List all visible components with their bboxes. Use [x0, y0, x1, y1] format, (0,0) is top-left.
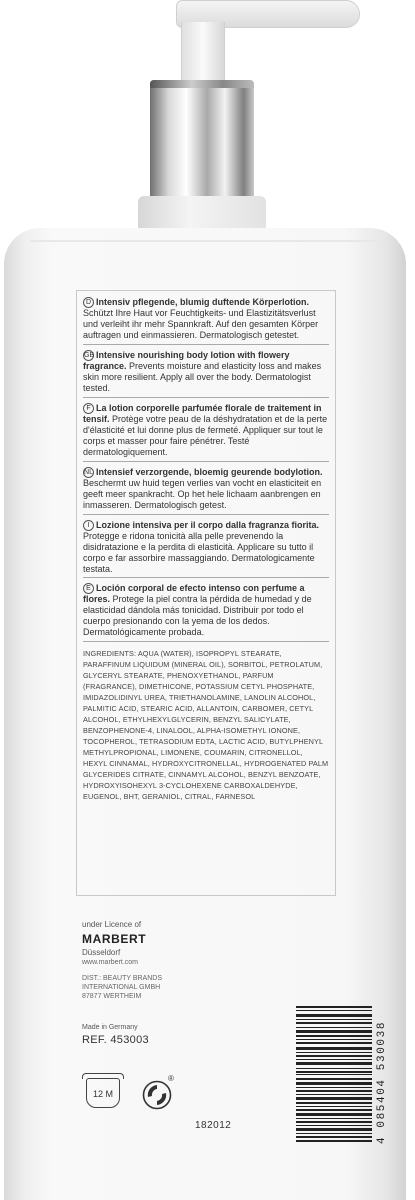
distributor-line: 87877 WERTHEIM	[82, 992, 142, 1000]
label-section-i	[83, 518, 329, 579]
batch-code: 182012	[195, 1120, 232, 1131]
open-jar-icon: 12 M	[86, 1078, 120, 1108]
green-dot-recycling-icon	[142, 1080, 172, 1110]
label-section-f	[83, 401, 329, 462]
distributor-line: INTERNATIONAL GMBH	[82, 983, 161, 991]
language-flag-icon: NL	[84, 468, 93, 476]
section-heading: Intensiv pflegende, blumig duftende Körperlotion.	[96, 297, 310, 307]
section-body: Prevents moisture and elasticity loss and makes skin more resilient. Apply all over the body. Dermatologist tested.	[83, 360, 322, 393]
brand-website: www.marbert.com	[82, 959, 139, 966]
section-heading: Lozione intensiva per il corpo dalla fragranza fiorita.	[96, 519, 320, 530]
label-section-nl	[83, 465, 329, 515]
section-heading: Loción corporal de efecto intenso con perfume a flores.	[83, 583, 305, 605]
distributor-address	[82, 975, 162, 1001]
distributor-line: DIST.: BEAUTY BRANDS	[82, 975, 163, 982]
product-label	[76, 290, 336, 896]
section-heading: Intensief verzorgende, bloemig geurende bodylotion.	[96, 466, 323, 477]
label-section-e	[83, 581, 329, 642]
ingredients-list: INGREDIENTS: AQUA (WATER), ISOPROPYL STEARATE, PARAFFINUM LIQUIDUM (MINERAL OIL), SORBITOL, PETROLATUM, GLYCERYL STEARATE, PHENOXYETHANOL, PARFUM (FRAGRANCE), DIMETHICONE, POTASSIUM CETYL PHOSPHATE, IMIDAZOLIDINYL UREA, TRIETHANOLAMINE, LANOLIN ALCOHOL, PALMITIC ACID, STEARIC ACID, ALLANTOIN, CARBOMER, CETYL ALCOHOL, ETHYLHEXYLGLYCERIN, BENZYL SALICYLATE, BENZOPHENONE-4, LINALOOL, ALPHA-ISOMETHYL IONONE, TOCOPHEROL, TETRASODIUM EDTA, LACTIC ACID, BUTYLPHENYL METHYLPROPIONAL, LIMONENE, COUMARIN, CITRONELLOL, HEXYL CINNAMAL, HYDROXYCITRONELLAL, HYDROGENATED PALM GLYCERIDES CITRATE, CINNAMYL ALCOHOL, BENZYL BENZOATE, HYDROXYISOHEXYL 3-CYCLOHEXENE CARBOXALDEHYDE, EUGENOL, BHT, GERANIOL, CITRAL, FARNESOL	[83, 649, 329, 801]
label-section-gb	[83, 348, 329, 398]
section-body: Schützt Ihre Haut vor Feuchtigkeits- und Elastizitätsverlust und verleiht ihr mehr Spannkraft. Auf den gesamten Körper auftragen und einmassieren. Dermatologisch getestet.	[83, 308, 319, 340]
section-body: Beschermt uw huid tegen verlies van vocht en elasticiteit en geeft meer spankracht. Op het hele lichaam aanbrengen en inmasseren. Dermatologisch getest.	[83, 477, 322, 510]
language-flag-icon: D	[83, 297, 94, 308]
barcode	[296, 1006, 372, 1142]
registered-mark: ®	[168, 1074, 174, 1083]
made-in-text: Made in Germany	[82, 1024, 138, 1031]
barcode-digits: 4 085404 530038	[376, 1020, 388, 1144]
brand-logo: MARBERT	[82, 932, 147, 946]
chrome-collar	[150, 80, 254, 200]
collar-ring	[150, 80, 254, 88]
section-body: Protegge e ridona tonicità alla pelle prevenendo la disidratazione e la perdita di elasticità. Applicare su tutto il corpo e far assorbire massaggiando. Dermatologicamente testata.	[83, 530, 315, 574]
language-flag-icon: F	[83, 403, 94, 414]
section-body: Protège votre peau de la déshydratation et de la perte d'élasticité et lui donne plus de fermeté. Appliquer sur tout le corps et masser pour faire pénétrer. Testé dermatologiquement.	[83, 413, 328, 457]
licence-text: under Licence of	[82, 920, 142, 929]
section-heading: La lotion corporelle parfumée florale de traitement in tensif.	[83, 402, 322, 424]
language-flag-icon: I	[83, 520, 94, 531]
reference-number: REF. 453003	[82, 1034, 149, 1046]
label-section-de	[83, 295, 329, 345]
section-heading: Intensive nourishing body lotion with flowery fragrance.	[83, 349, 290, 371]
brand-city: Düsseldorf	[82, 948, 121, 957]
bottle-shoulder	[30, 240, 382, 242]
language-flag-icon: GB	[84, 351, 95, 359]
pump-stem	[181, 22, 225, 82]
language-flag-icon: E	[83, 583, 94, 594]
section-body: Protege la piel contra la pérdida de humedad y de elasticidad dándola más tonicidad. Distribuir por todo el cuerpo presionando con la yema de los dedos. Dermatológicamente probada.	[83, 594, 312, 638]
